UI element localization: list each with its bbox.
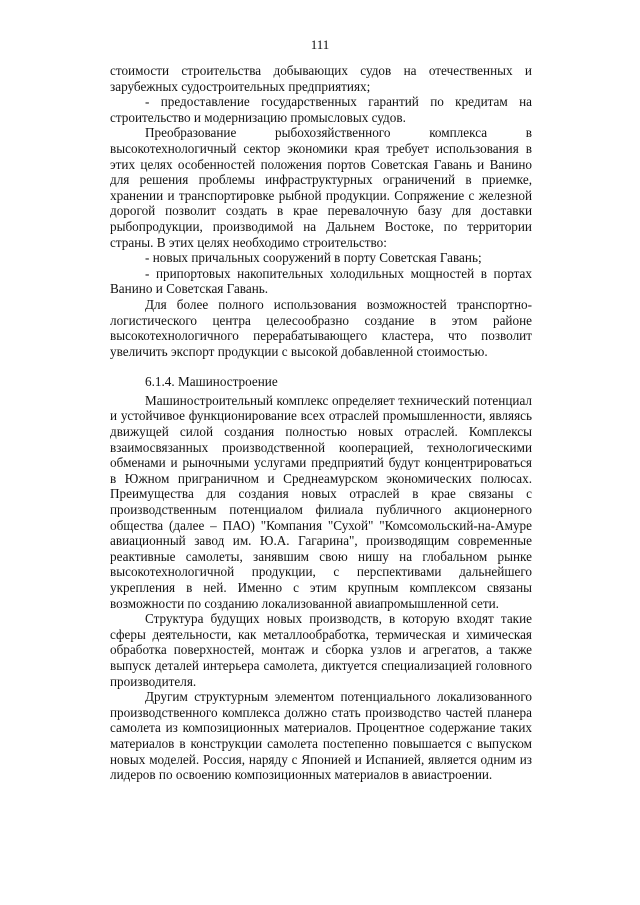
page-number: 111 (310, 37, 330, 52)
body-text (110, 63, 532, 783)
list-item-cold-storage: - припортовых накопительных холодильных мощностей в портах Ванино и Советская Гавань. (110, 265, 532, 297)
paragraph-production-structure: Структура будущих новых производств, в которую входят такие сферы деятельности, как металлообработка, термическая и химическая обработка поверхностей, монтаж и сборка узлов и агрегатов, а также выпуск деталей интерьера самолета, диктуется специализацией головного производителя. (110, 611, 532, 689)
paragraph-fishery-transformation: Преобразование рыбохозяйственного комплекса в высокотехнологичный сектор экономики края требует использования в этих целях особенностей положения портов Советская Гавань и Ванино для решения проблемы инфраструктурных ограничений в приемке, хранении и транспортировке рыбной продукции. Сопряжение с железной дорогой позволит создать в крае перевалочную базу для доставки рыбопродукции, производимой на Дальнем Востоке, по территории страны. В этих целях необходимо строительство: (110, 125, 532, 250)
list-item-state-guarantees: - предоставление государственных гарантий по кредитам на строительство и модернизацию промысловых судов. (110, 94, 532, 125)
list-item-berth-facilities: - новых причальных сооружений в порту Советская Гавань; (145, 250, 482, 266)
paragraph-composite-materials: Другим структурным элементом потенциального локализованного производственного комплекса должно стать производство частей планера самолета из композиционных материалов. Процентное содержание таких материалов в конструкции самолета постепенно повышается с выпуском новых моделей. Россия, наряду с Японией и Испанией, является одним из лидеров по освоению композиционных материалов в авиастроении. (110, 689, 532, 783)
section-title-mechanical-engineering: 6.1.4. Машиностроение (145, 374, 278, 390)
paragraph-logistics-cluster: Для более полного использования возможностей транспортно-логистического центра целесообразно создание в этом районе высокотехнологичного перерабатывающего кластера, что позволит увеличить экспорт продукции с высокой добавленной стоимостью. (110, 296, 532, 359)
paragraph-continuation: стоимости строительства добывающих судов на отечественных и зарубежных судостроительных предприятиях; (110, 63, 532, 94)
paragraph-machine-building-complex: Машиностроительный комплекс определяет технический потенциал и устойчивое функционирование всех отраслей промышленности, являясь движущей силой создания полностью новых отраслей. Комплексы взаимосвязанных производственной кооперацией, технологическими обменами и рыночными услугами предприятий будут концентрироваться в Южном приграничном и Среднеамурском экономических полюсах. Преимущества для создания новых отраслей в крае связаны с производственным потенциалом филиала публичного акционерного общества (далее – ПАО) "Компания "Сухой" "Комсомольский-на-Амуре авиационный завод им. Ю.А. Гагарина", производящим современные реактивные самолеты, занявшим свою нишу на глобальном рынке высокотехнологичной продукции, с перспективами дальнейшего укрепления в ней. Именно с этим крупным комплексом связаны возможности по созданию локализованной авиапромышленной сети. (110, 392, 532, 611)
